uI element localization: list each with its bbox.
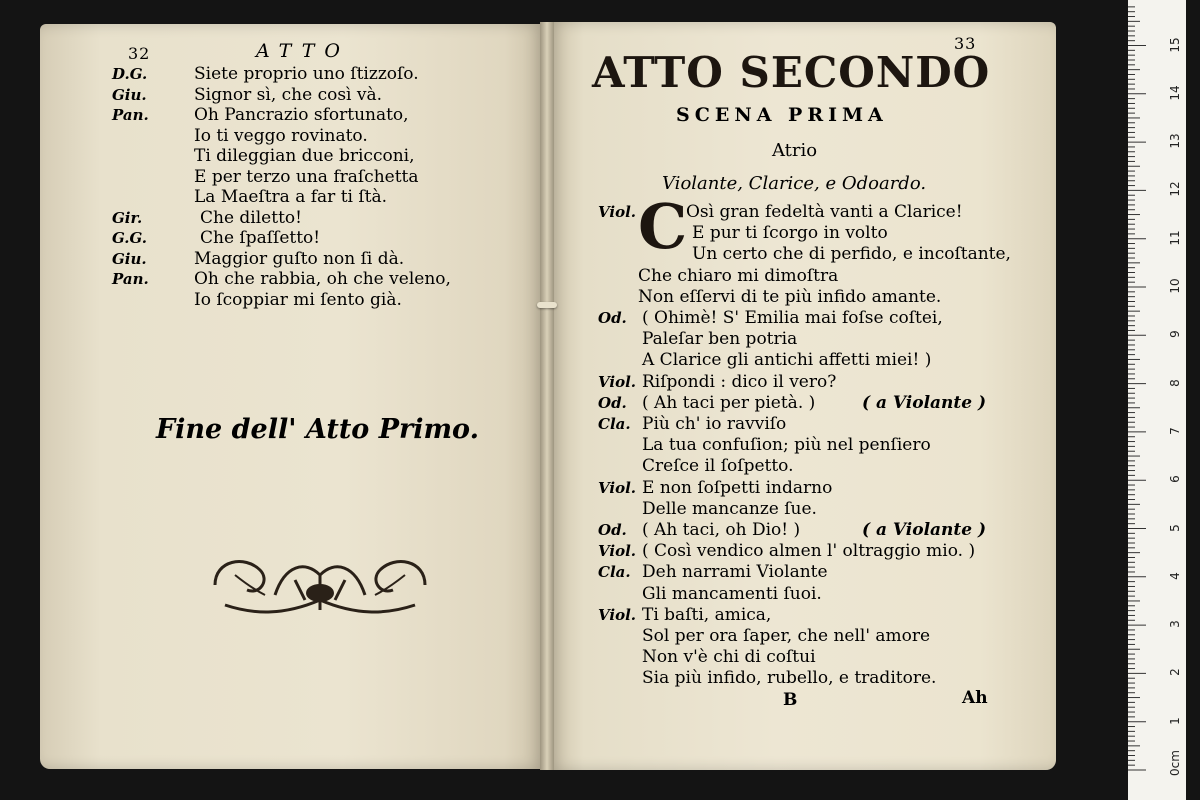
ruler-number: 2	[1168, 668, 1182, 677]
verse-line: La tua confuſion; più nel penſiero	[642, 435, 931, 456]
act-title: ATTO SECONDO	[592, 48, 991, 97]
speaker-label: Viol.	[598, 542, 636, 561]
printer-ornament-icon	[205, 545, 435, 625]
ruler-number: 8	[1168, 378, 1182, 387]
verse-line: Delle mancanze ſue.	[642, 498, 817, 519]
binding-thread	[537, 302, 557, 308]
character-list: Violante, Clarice, e Odoardo.	[662, 173, 927, 194]
ruler-number: 10	[1168, 278, 1182, 294]
measuring-ruler	[1128, 0, 1186, 800]
verse-line: Creſce il ſoſpetto.	[642, 456, 794, 477]
ruler-number: 6	[1168, 475, 1182, 484]
verse-line: Che diletto!	[200, 207, 302, 228]
speaker-label: Pan.	[112, 106, 149, 124]
verse-line: Ti baſti, amica,	[642, 604, 772, 625]
verse-line: E pur ti ſcorgo in volto	[692, 223, 888, 244]
speaker-label: Cla.	[598, 563, 631, 582]
speaker-label: Giu.	[112, 249, 147, 268]
speaker-label: Viol.	[598, 605, 636, 624]
verse-line: La Maeſtra a far ti ſtà.	[194, 187, 388, 207]
signature-mark: B	[783, 690, 798, 710]
verse-line: Più ch' io ravviſo	[642, 414, 787, 434]
verse-line: Non v'è chi di coſtui	[642, 647, 816, 668]
verse-line: ( Ohimè! S' Emilia mai foſse coſtei,	[642, 308, 943, 328]
speaker-label: Viol.	[598, 478, 636, 497]
verse-line: Deh narrami Violante	[642, 562, 828, 583]
stage-direction: ( a Violante )	[862, 392, 987, 413]
speaker-label: Viol.	[598, 203, 636, 221]
verse-line: E non ſoſpetti indarno	[642, 477, 833, 498]
stage-direction: ( a Violante )	[862, 520, 987, 540]
verse-line: Sia più infido, rubello, e traditore.	[642, 668, 937, 689]
verse-line: Maggior guſto non ſi dà.	[194, 248, 405, 269]
verse-line: Io ſcoppiar mi ſento già.	[194, 289, 402, 310]
ruler-number: 3	[1168, 620, 1182, 628]
left-folio: 32	[128, 44, 151, 63]
ruler-number: 5	[1168, 523, 1182, 532]
ruler-number: 12	[1168, 181, 1182, 198]
verse-line: Che chiaro mi dimoſtra	[638, 265, 839, 286]
drop-cap: C	[638, 190, 688, 263]
ruler-unit-label: 0cm	[1167, 750, 1182, 776]
scene-setting: Atrio	[772, 140, 818, 161]
verse-line: Siete proprio uno ſtizzoſo.	[194, 64, 419, 84]
scene-title: SCENA PRIMA	[676, 104, 888, 126]
ruler-number: 1	[1168, 716, 1182, 725]
right-folio: 33	[954, 34, 977, 53]
verse-line: Ti dileggian due bricconi,	[194, 146, 415, 166]
speaker-label: Od.	[598, 393, 627, 412]
verse-line: ( Ah taci, oh Dio! )	[642, 520, 801, 540]
verse-line: ( Ah taci per pietà. )	[642, 392, 816, 413]
book-gutter	[540, 22, 554, 770]
verse-line: Non eſſervi di te più infido amante.	[638, 286, 942, 307]
speaker-label: Gir.	[112, 208, 143, 227]
verse-line: Che ſpaſſetto!	[200, 228, 321, 248]
ruler-number: 14	[1168, 85, 1182, 101]
speaker-label: Od.	[598, 309, 627, 327]
verse-line: A Clarice gli antichi affetti miei! )	[642, 350, 932, 371]
speaker-label: G.G.	[112, 229, 147, 247]
speaker-label: Viol.	[598, 372, 636, 391]
ruler-number: 4	[1168, 571, 1182, 580]
verse-line: E per terzo una fraſchetta	[194, 166, 419, 187]
catchword: Ah	[962, 688, 988, 708]
ruler-number: 15	[1168, 36, 1182, 53]
verse-line: Paleſar ben potria	[642, 329, 798, 350]
ruler-number: 9	[1168, 330, 1182, 339]
speaker-label: D.G.	[112, 65, 148, 83]
speaker-label: Cla.	[598, 415, 631, 433]
verse-line: Un certo che di perfido, e incoſtante,	[692, 244, 1011, 265]
verse-line: Oh che rabbia, oh che veleno,	[194, 269, 451, 289]
left-running-head: ATTO	[256, 40, 350, 62]
speaker-label: Giu.	[112, 85, 147, 104]
ruler-number: 13	[1168, 133, 1182, 149]
speaker-label: Od.	[598, 521, 627, 539]
verse-line: Riſpondi : dico il vero?	[642, 371, 837, 392]
ruler-number: 11	[1168, 230, 1182, 246]
verse-line: Gli mancamenti ſuoi.	[642, 583, 822, 604]
verse-line: Osì gran fedeltà vanti a Clarice!	[686, 202, 963, 222]
verse-line: Oh Pancrazio sfortunato,	[194, 105, 409, 125]
speaker-label: Pan.	[112, 270, 149, 288]
verse-line: Io ti veggo rovinato.	[194, 125, 368, 146]
act-end-text: Fine dell' Atto Primo.	[156, 414, 479, 445]
ruler-number: 7	[1168, 427, 1182, 435]
verse-line: Signor sì, che così và.	[194, 84, 383, 105]
verse-line: ( Così vendico almen l' oltraggio mio. )	[642, 541, 976, 562]
verse-line: Sol per ora ſaper, che nell' amore	[642, 626, 931, 646]
